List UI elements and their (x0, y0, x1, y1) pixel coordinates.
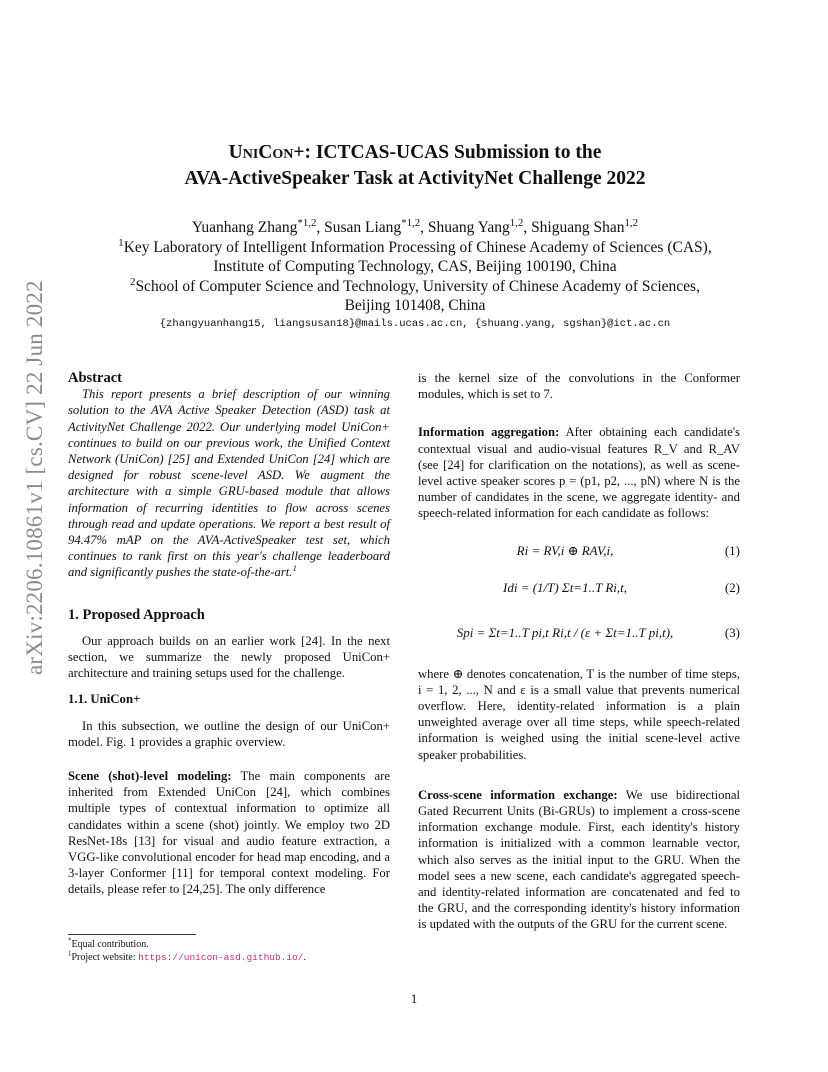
affiliation-2-line-2: Beijing 101408, China (344, 297, 486, 314)
left-column (68, 370, 390, 898)
affiliation-1-line-1: Key Laboratory of Intelligent Information Processing of Chinese Academy of Sciences (CAS), (123, 238, 712, 256)
section-heading-proposed-approach: 1. Proposed Approach (68, 606, 205, 623)
affiliation-2 (80, 277, 750, 297)
section-1-intro: Our approach builds on an earlier work [24]. In the next section, we summarize the newly proposed UniCon+ architecture and training setups used for the challenge. (68, 633, 390, 681)
information-aggregation-body: After obtaining each candidate's contextual visual and audio-visual features R_V and R_AV (see [24] for clarification on the notations), as well as scene-level active speaker scores p = (p1, p2, ..., pN) where N is the number of candidates in the scene, we aggregate identity- and speech-related information for each candidate as follows: (418, 425, 740, 521)
equation-row (418, 566, 740, 610)
cross-scene-heading: Cross-scene information exchange: (418, 787, 618, 802)
affiliation-2-line-1: School of Computer Science and Technology, University of Chinese Academy of Sciences, (135, 277, 700, 295)
affiliation-1-mark: 1 (118, 236, 124, 249)
footnote-website-label: Project website: (71, 952, 136, 963)
affiliation-1-line-2: Institute of Computing Technology, CAS, Beijing 100190, China (213, 258, 617, 275)
footnote-equal-contribution (68, 938, 390, 951)
abstract-heading: Abstract (68, 370, 122, 386)
author-name: Shiguang Shan (531, 219, 625, 236)
equation-number: (3) (724, 624, 740, 640)
equation-3: Spi = Σt=1..T pi,t Ri,t / (ε + Σt=1..T pi,t), (456, 624, 674, 640)
scene-level-body: The main components are inherited from Extended UniCon [24], which combines multiple types of contextual information to optimize all candidates within a scene (shot) jointly. We employ two 2D ResNet-18s [13] for visual and audio feature extraction, a VGG-like convolutional encoder for head map encoding, and a 3-layer Conformer [11] for temporal context modeling. For details, please refer to [24,25]. The only difference (68, 769, 390, 897)
footnote-website-mark: 1 (68, 949, 72, 958)
abstract-text: This report presents a brief description of our winning solution to the AVA Active Speaker Detection (ASD) task at ActivityNet Challenge 2022. Our underlying model UniCon+ continues to build on our previous work, the Unified Context Network (UniCon) [25] and Extended UniCon [24] which are designed for robust scene-level ASD. We augment the architecture with a simple GRU-based module that allows information of recurring identities to flow across scenes through read and update operations. We report a best result of 94.47% mAP on the AVA-ActiveSpeaker test set, which continues to rank first on this year's challenge leaderboard and significantly pushes the state-of-the-art. (68, 387, 390, 580)
author-emails: {zhangyuanhang15, liangsusan18}@mails.ucas.ac.cn, {shuang.yang, sgshan}@ict.ac.cn (159, 318, 671, 330)
author-affiliation-mark: *1,2 (297, 216, 317, 229)
footnote-mark: 1 (292, 563, 297, 574)
footnote-divider (68, 934, 196, 935)
affiliation-1 (80, 238, 750, 258)
page-number: 1 (410, 991, 418, 1006)
footnotes (68, 938, 390, 964)
author-affiliation-mark: 1,2 (509, 216, 524, 229)
paper-title (120, 140, 710, 192)
title-model-name: UniCon (228, 142, 294, 163)
equation-explanation: where ⊕ denotes concatenation, T is the number of time steps, i = 1, 2, ..., N and ε is a small value that prevents numerical overflow. Here, identity-related information is a plain unweighted average over all time steps, while speech-related information is weighed using the initial scene-level active speaker probabilities. (418, 666, 740, 762)
kernel-size-continuation: is the kernel size of the convolutions in the Conformer modules, which is set to 7. (418, 371, 740, 402)
footnote-equal-text: Equal contribution. (71, 939, 149, 950)
equation-row (418, 536, 740, 566)
arxiv-side-stamp (22, 280, 48, 680)
author-block (80, 218, 750, 316)
cross-scene-body: We use bidirectional Gated Recurrent Units (Bi-GRUs) to implement a cross-scene information exchange module. First, each identity's history information is initialized with a common learnable vector, which also serves as the initial input to the GRU. When the model sees a new scene, each candidate's aggregated speech- and identity-related information are concatenated and fed to the GRU, and the corresponding identity's history information is updated with the outputs of the GRU for the current scene. (418, 787, 740, 932)
scene-level-heading: Scene (shot)-level modeling: (68, 769, 232, 784)
arxiv-identifier: arXiv:2206.10861v1 [cs.CV] 22 Jun 2022 (22, 280, 47, 675)
abstract-body (68, 386, 390, 580)
cross-scene-paragraph (418, 787, 740, 933)
footnote-equal-mark: * (68, 936, 72, 945)
title-line-1-rest: +: ICTCAS-UCAS Submission to the (293, 142, 602, 163)
equation-block (418, 536, 740, 656)
author-name: Susan Liang (324, 219, 402, 236)
author-affiliation-mark: *1,2 (401, 216, 421, 229)
author-name: Yuanhang Zhang (191, 219, 298, 236)
footnote-project-website: $^1$Project website: https://unicon-asd.github.io/. (68, 949, 306, 963)
equation-1: Ri = RV,i ⊕ RAV,i, (516, 542, 614, 558)
subsection-heading-unicon-plus: 1.1. UniCon+ (68, 692, 141, 707)
title-line-2: AVA-ActiveSpeaker Task at ActivityNet Challenge 2022 (184, 168, 646, 189)
title-line-1 (120, 140, 710, 166)
scene-level-paragraph (68, 768, 390, 898)
affiliation-2-mark: 2 (130, 275, 136, 288)
equation-number: (2) (724, 579, 740, 595)
author-name: Shuang Yang (427, 219, 510, 236)
equation-number: (1) (724, 542, 740, 558)
equation-2: Idi = (1/T) Σt=1..T Ri,t, (503, 579, 627, 595)
project-website-link[interactable]: https://unicon-asd.github.io/ (138, 952, 304, 963)
author-list: Yuanhang Zhang$^{*1,2}$, Susan Liang$^{*1,2}$, Shuang Yang$^{1,2}$, Shiguang Shan$^{1,2}$ (191, 216, 639, 236)
right-column (418, 370, 740, 933)
information-aggregation-heading: Information aggregation: (418, 425, 560, 440)
information-aggregation-paragraph (418, 424, 740, 521)
author-affiliation-mark: 1,2 (624, 216, 639, 229)
equation-row (418, 610, 740, 656)
subsection-intro: In this subsection, we outline the design of our UniCon+ model. Fig. 1 provides a graphic overview. (68, 718, 390, 749)
